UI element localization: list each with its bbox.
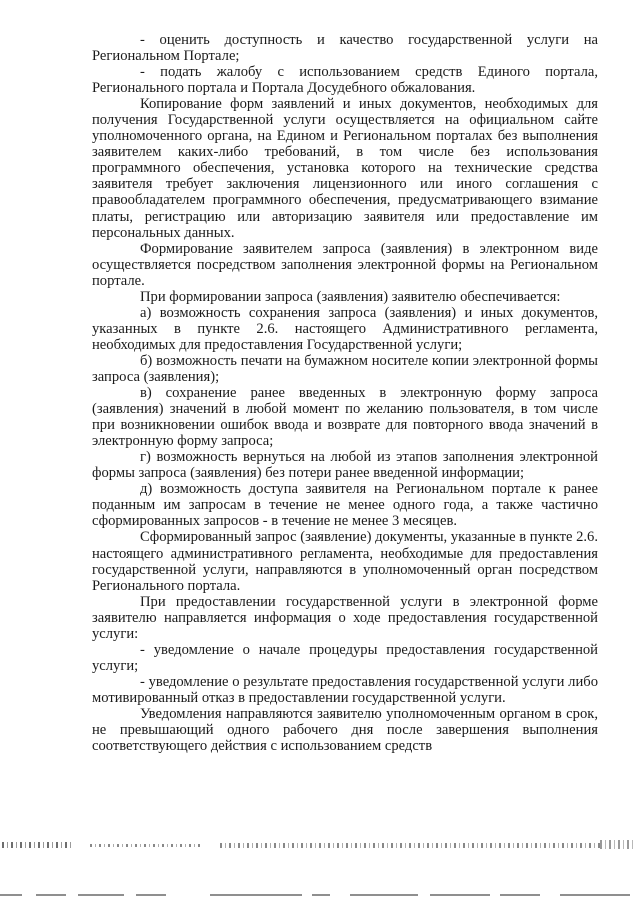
paragraph-item-d: д) возможность доступа заявителя на Региональном портале к ранее поданным им запросам в течение не менее одного года, а также частично сформированных запросов - в течение не менее 3 месяцев. <box>92 481 598 530</box>
paragraph-electronic-info: При предоставлении государственной услуги в электронной форме заявителю направляется информация о ходе предоставления государственной услуги: <box>92 593 598 642</box>
scan-noise-line <box>600 840 636 849</box>
scan-dash <box>78 894 124 896</box>
paragraph-rate-service: - оценить доступность и качество государственной услуги на Региональном Портале; <box>92 32 598 65</box>
scan-dash <box>312 894 330 896</box>
document-page <box>92 32 598 754</box>
paragraph-copy-forms: Копирование форм заявлений и иных документов, необходимых для получения Государственной услуги осуществляется на официальном сайте уполномоченного органа, на Едином и Региональном порталах без выполнения заявителем каких-либо требований, в том числе без использования программного обеспечения, установка которого на технические средства заявителя требует заключения лицензионного или иного соглашения с правообладателем программного обеспечения, предусматривающего взимание платы, регистрацию или авторизацию заявителя или предоставление им персональных данных. <box>92 96 598 241</box>
paragraph-file-complaint: - подать жалобу с использованием средств Единого портала, Регионального портала и Портала Досудебного обжалования. <box>92 64 598 97</box>
scan-artifact-strip <box>0 838 640 898</box>
scan-dash <box>0 894 22 896</box>
paragraph-formed-request: Сформированный запрос (заявление) документы, указанные в пункте 2.6. настоящего административного регламента, необходимые для предоставления государственной услуги, направляются в уполномоченный орган посредством Регионального портала. <box>92 529 598 594</box>
paragraph-item-g: г) возможность вернуться на любой из этапов заполнения электронной формы запроса (заявления) без потери ранее введенной информации; <box>92 449 598 482</box>
scan-noise-line <box>2 842 72 848</box>
scan-dash <box>430 894 490 896</box>
scan-dash <box>500 894 540 896</box>
paragraph-start-notice: - уведомление о начале процедуры предоставления государственной услуги; <box>92 641 598 674</box>
paragraph-item-v: в) сохранение ранее введенных в электронную форму запроса (заявления) значений в любой момент по желанию пользователя, в том числе при возникновении ошибок ввода и возврате для повторного ввода значений в электронную форму запроса; <box>92 385 598 450</box>
paragraph-item-b: б) возможность печати на бумажном носителе копии электронной формы запроса (заявления); <box>92 352 598 385</box>
scan-dash <box>350 894 418 896</box>
scan-noise-line <box>220 843 600 848</box>
scan-dash <box>560 894 630 896</box>
scan-dash <box>36 894 66 896</box>
paragraph-result-notice: - уведомление о результате предоставления государственной услуги либо мотивированный отказ в предоставлении государственной услуги. <box>92 673 598 706</box>
scan-noise-line <box>90 844 200 847</box>
scan-dash <box>210 894 302 896</box>
paragraph-item-a: а) возможность сохранения запроса (заявления) и иных документов, указанных в пункте 2.6. настоящего Административного регламента, необходимых для предоставления Государственной услуги; <box>92 304 598 353</box>
scan-dash <box>136 894 166 896</box>
paragraph-form-request: Формирование заявителем запроса (заявления) в электронном виде осуществляется посредством заполнения электронной формы на Региональном портале. <box>92 240 598 289</box>
paragraph-notice-deadline: Уведомления направляются заявителю уполномоченным органом в срок, не превышающий одного рабочего дня после завершения выполнения соответствующего действия с использованием средств <box>92 705 598 755</box>
paragraph-request-provides: При формировании запроса (заявления) заявителю обеспечивается: <box>140 288 561 305</box>
